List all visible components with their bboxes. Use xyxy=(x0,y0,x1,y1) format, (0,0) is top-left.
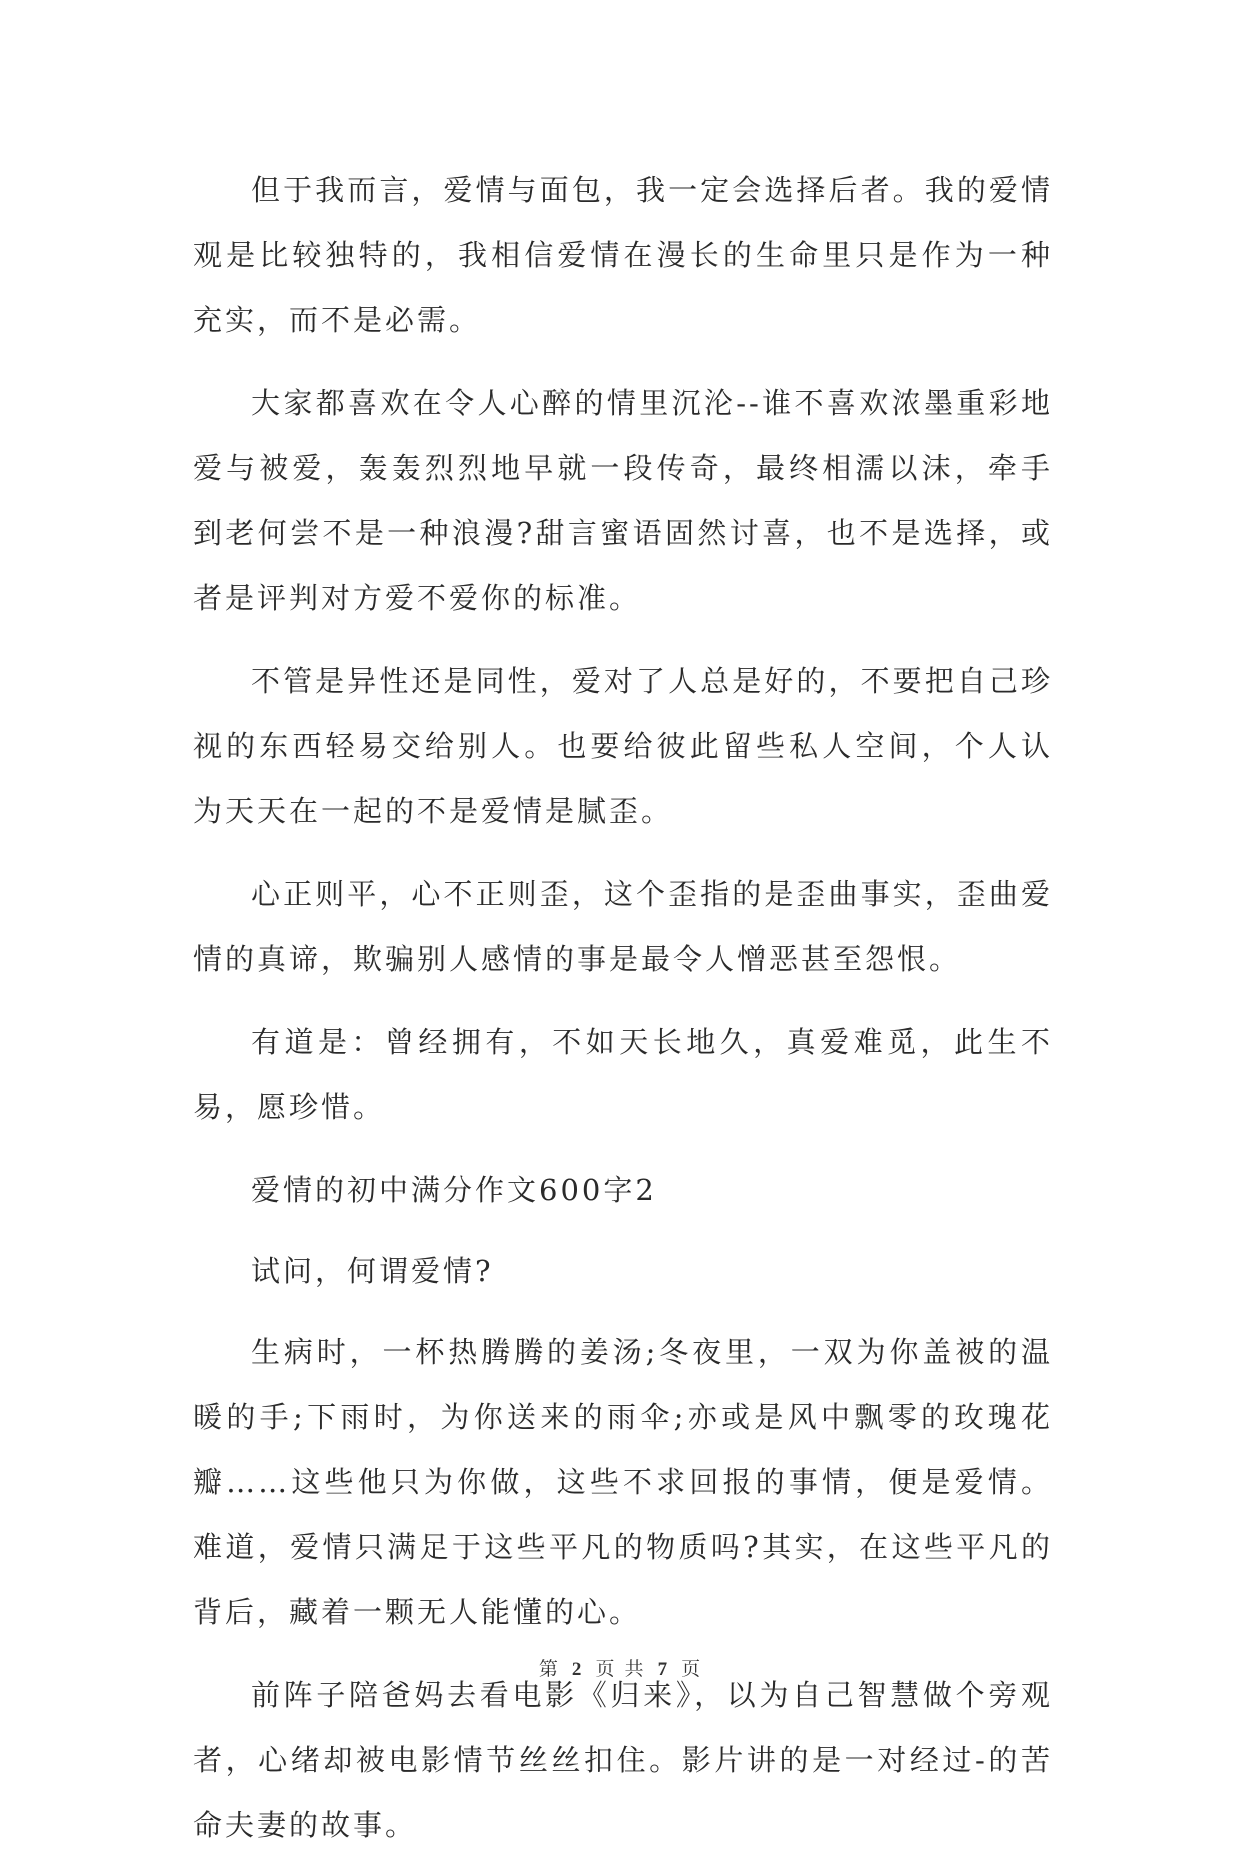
paragraph-7: 前阵子陪爸妈去看电影《归来》，以为自己智慧做个旁观者，心绪却被电影情节丝丝扣住。影片讲的是一对经过-的苦命夫妻的故事。 xyxy=(193,1678,1053,1842)
paragraph-4: 心正则平，心不正则歪，这个歪指的是歪曲事实，歪曲爱情的真谛，欺骗别人感情的事是最令人憎恶甚至怨恨。 xyxy=(193,877,1053,976)
footer-suffix: 页 xyxy=(681,1658,703,1680)
paragraph-5: 有道是：曾经拥有，不如天长地久，真爱难觅，此生不易，愿珍惜。 xyxy=(193,1025,1053,1124)
paragraph-3: 不管是异性还是同性，爱对了人总是好的，不要把自己珍视的东西轻易交给别人。也要给彼此留些私人空间，个人认为天天在一起的不是爱情是腻歪。 xyxy=(193,664,1053,828)
paragraph-1: 但于我而言，爱情与面包，我一定会选择后者。我的爱情观是比较独特的，我相信爱情在漫长的生命里只是作为一种充实，而不是必需。 xyxy=(193,173,1053,337)
document-body xyxy=(193,158,1053,1876)
footer-current-page: 2 xyxy=(571,1659,584,1680)
paragraph-2: 大家都喜欢在令人心醉的情里沉沦--谁不喜欢浓墨重彩地爱与被爱，轰轰烈烈地早就一段传奇，最终相濡以沫，牵手到老何尝不是一种浪漫?甜言蜜语固然讨喜，也不是选择，或者是评判对方爱不爱你的标准。 xyxy=(193,386,1053,615)
footer-total-pages: 7 xyxy=(657,1659,670,1680)
footer-prefix: 第 xyxy=(538,1658,560,1680)
paragraph-question: 试问，何谓爱情? xyxy=(251,1254,494,1288)
footer-middle: 页 共 xyxy=(595,1658,646,1680)
page-footer xyxy=(0,1654,1241,1681)
section-heading: 爱情的初中满分作文600字2 xyxy=(251,1173,657,1207)
paragraph-6: 生病时，一杯热腾腾的姜汤;冬夜里，一双为你盖被的温暖的手;下雨时，为你送来的雨伞;亦或是风中飘零的玫瑰花瓣……这些他只为你做，这些不求回报的事情，便是爱情。难道，爱情只满足于这些平凡的物质吗?其实，在这些平凡的背后，藏着一颗无人能懂的心。 xyxy=(193,1335,1053,1629)
